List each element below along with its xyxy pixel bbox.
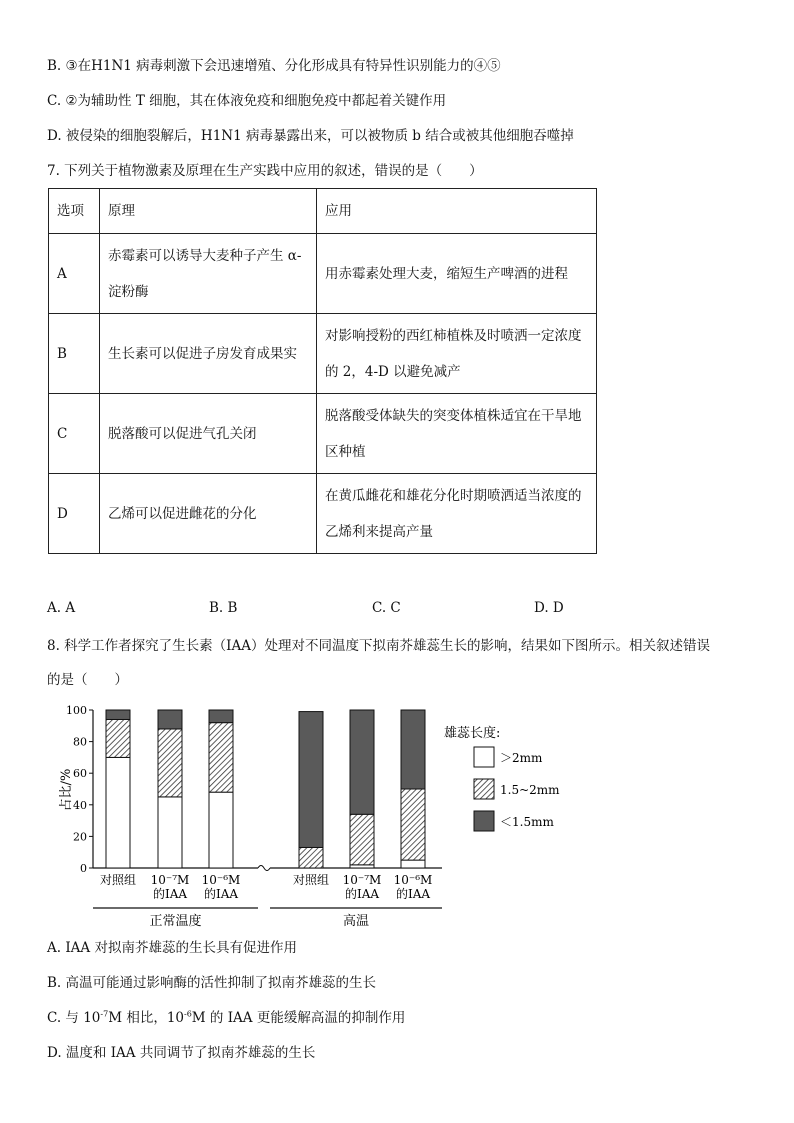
x-category-label: 10⁻⁷M: [342, 873, 382, 887]
x-category-label: 10⁻⁶M: [393, 873, 433, 887]
prev-option-d: D. 被侵染的细胞裂解后，H1N1 病毒暴露出来，可以被物质 b 结合或被其他细胞吞噬掉: [47, 128, 574, 144]
q7-cell-option: A: [49, 234, 100, 314]
bar-segment: [299, 847, 323, 868]
x-category-label: 对照组: [99, 873, 137, 887]
bar-segment: [106, 719, 130, 757]
q7-cell-option: D: [49, 474, 100, 554]
bar-segment: [350, 814, 374, 865]
legend-swatch: [474, 747, 494, 767]
legend-swatch: [474, 779, 494, 799]
q8-choice-c-mid: M 相比，10: [108, 1010, 184, 1026]
q7-stem: 7. 下列关于植物激素及原理在生产实践中应用的叙述，错误的是（ ）: [47, 163, 483, 179]
bar-segment: [158, 729, 182, 797]
legend-label: ＜1.5mm: [500, 815, 554, 829]
q7-cell-application: 脱落酸受体缺失的突变体植株适宜在干旱地区种植: [317, 394, 597, 474]
bar-segment: [401, 860, 425, 868]
bar-segment: [209, 723, 233, 793]
bar-segment: [401, 710, 425, 789]
chart-legend: [444, 725, 560, 831]
legend-title: 雄蕊长度:: [444, 726, 501, 741]
x-category-label: 的IAA: [203, 887, 239, 901]
q7-choice-c[interactable]: C. C: [372, 600, 401, 616]
q7-choice-a[interactable]: A. A: [47, 600, 76, 616]
q8-stem-line1: 8. 科学工作者探究了生长素（IAA）处理对不同温度下拟南芥雄蕊生长的影响，结果如下图所示。相关叙述错误: [47, 638, 711, 654]
q8-choice-c-exp1: -7: [100, 1009, 109, 1019]
q8-choice-d[interactable]: D. 温度和 IAA 共同调节了拟南芥雄蕊的生长: [47, 1045, 316, 1061]
prev-option-c: C. ②为辅助性 T 细胞，其在体液免疫和细胞免疫中都起着关键作用: [47, 93, 447, 109]
q8-choice-a[interactable]: A. IAA 对拟南芥雄蕊的生长具有促进作用: [47, 940, 297, 956]
y-tick-label: 80: [73, 735, 87, 749]
q8-stem-line2: 的是（ ）: [47, 672, 128, 688]
legend-label: ＞2mm: [500, 751, 543, 765]
q7-cell-principle: 赤霉素可以诱导大麦种子产生 α-淀粉酶: [100, 234, 317, 314]
q7-cell-principle: 生长素可以促进子房发育成果实: [100, 314, 317, 394]
q7-cell-application: 对影响授粉的西红柿植株及时喷洒一定浓度的 2，4-D 以避免减产: [317, 314, 597, 394]
q7-cell-option: C: [49, 394, 100, 474]
q7-cell-principle: 脱落酸可以促进气孔关闭: [100, 394, 317, 474]
bar-segment: [158, 710, 182, 729]
y-tick-label: 40: [73, 798, 87, 812]
q8-choice-c-pre: C. 与 10: [47, 1010, 101, 1026]
q8-choice-c-post: M 的 IAA 更能缓解高温的抑制作用: [191, 1010, 406, 1026]
q8-choice-b[interactable]: B. 高温可能通过影响酶的活性抑制了拟南芥雄蕊的生长: [47, 975, 377, 991]
bar-segment: [209, 710, 233, 723]
q7-cell-option: B: [49, 314, 100, 394]
q7-header-application: 应用: [317, 189, 597, 234]
y-tick-label: 20: [73, 830, 87, 844]
legend-label: 1.5~2mm: [500, 783, 560, 797]
x-category-label: 对照组: [292, 873, 330, 887]
x-category-label: 的IAA: [344, 887, 380, 901]
y-tick-label: 100: [66, 704, 87, 717]
q8-choice-c[interactable]: [47, 1008, 405, 1028]
bar-segment: [350, 710, 374, 814]
group-label: 正常温度: [149, 914, 202, 929]
x-category-label: 10⁻⁶M: [201, 873, 241, 887]
bar-segment: [401, 789, 425, 860]
y-tick-label: 60: [73, 767, 87, 781]
x-category-label: 的IAA: [395, 887, 431, 901]
y-tick-label: 0: [80, 862, 87, 875]
q7-cell-principle: 乙烯可以促进雌花的分化: [100, 474, 317, 554]
group-label: 高温: [342, 914, 370, 929]
x-category-label: 10⁻⁷M: [150, 873, 190, 887]
q7-choice-b[interactable]: B. B: [209, 600, 238, 616]
legend-swatch: [474, 811, 494, 831]
bar-segment: [158, 797, 182, 868]
bar-segment: [299, 712, 323, 848]
x-category-label: 的IAA: [152, 887, 188, 901]
q7-cell-application: 用赤霉素处理大麦，缩短生产啤酒的进程: [317, 234, 597, 314]
prev-option-b: B. ③在H1N1 病毒刺激下会迅速增殖、分化形成具有特异性识别能力的④⑤: [47, 58, 501, 74]
bar-segment: [106, 757, 130, 868]
q7-header-option: 选项: [49, 189, 100, 234]
q7-cell-application: 在黄瓜雌花和雄花分化时期喷洒适当浓度的乙烯利来提高产量: [317, 474, 597, 554]
q7-header-principle: 原理: [100, 189, 317, 234]
q8-choice-c-exp2: -6: [184, 1009, 192, 1019]
y-axis-label: 占比/%: [59, 768, 74, 812]
axis-break-mark: [258, 866, 270, 871]
bar-segment: [209, 792, 233, 868]
q7-choice-d[interactable]: D. D: [534, 600, 564, 616]
bar-segment: [106, 710, 130, 719]
